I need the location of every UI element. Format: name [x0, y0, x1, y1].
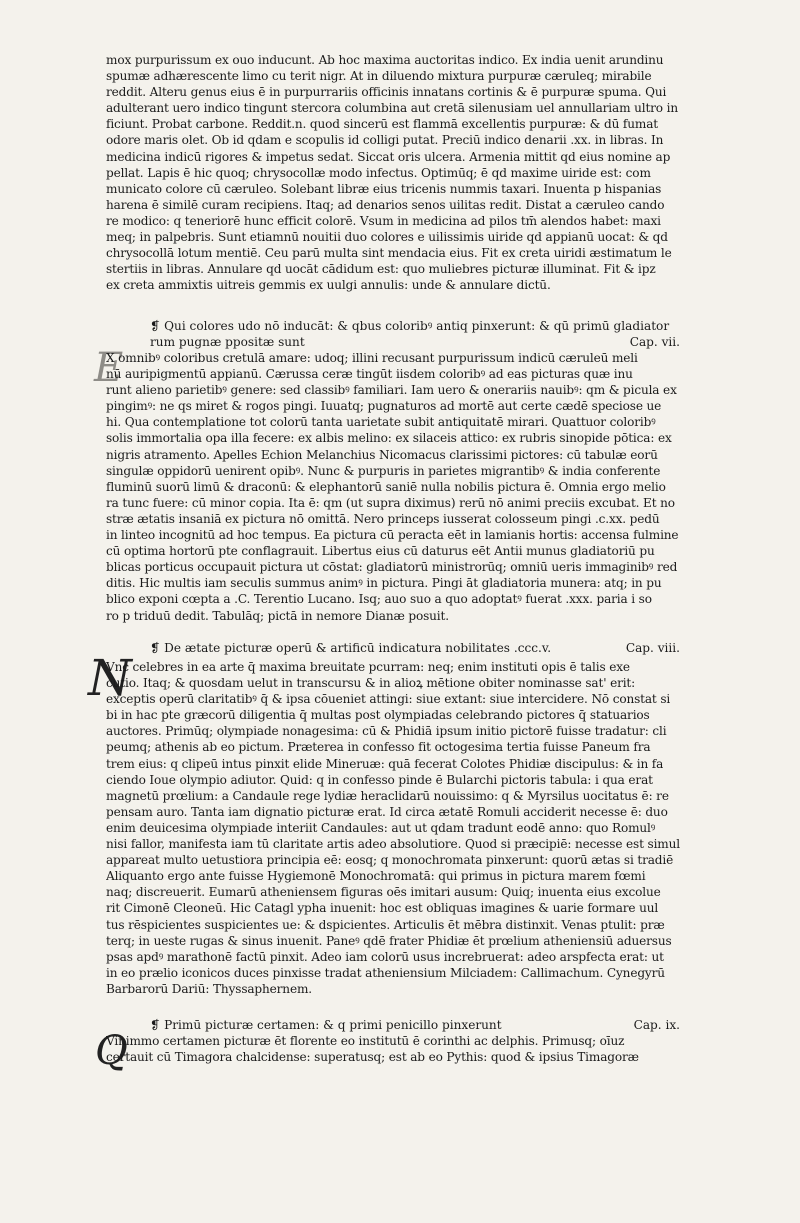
text-line: bi in hac pte græcorū diligentia q̄ multas post olympiadas celebrando pictores q̄ statuarios — [106, 708, 650, 723]
heading-line — [150, 318, 680, 334]
text-line: ciendo Ioue olympio adiutor. Quid: q in confesso pinde ē Bularchi pictoris tabula: i qua erat — [106, 772, 653, 787]
chapter-number: Cap. vii. — [629, 335, 680, 349]
text-line: Barbarorū Dariū: Thyssaphernem. — [106, 981, 312, 996]
initial-letter-q: Q — [95, 1028, 128, 1074]
text-line: cutio. Itaq; & quosdam uelut in transcursu & in alioꝝ mētione obiter nominasse sat' erit: — [106, 676, 636, 691]
text-line: Vinimmo certamen picturæ ēt florente eo institutū ē corinthi ac delphis. Primusq; oīuz — [106, 1034, 625, 1048]
heading-text: Primū picturæ certamen: & q primi penicillo pinxerunt — [164, 1018, 502, 1032]
text-line: runt alieno parietibꝰ genere: sed classibꝰ familiari. Iam uero & onerariis nauibꝰ: qm & picula ex — [106, 383, 677, 398]
text-line: cū optima hortorū pte conflagrauit. Libertus eius cū daturus eēt Antii munus gladiatoriū pu — [106, 544, 655, 559]
text-line: magnetū prœlium: a Candaule rege lydiæ heraclidarū nouissimo: q & Myrsilus uocitatus ē: re — [106, 788, 669, 803]
text-line: psas apdꝰ marathonē factū pinxit. Adeo iam colorū usus increbruerat: adeo arspfecta erat: ut — [106, 949, 664, 964]
text-line: pingimꝰ: ne qs miret & rogos pingi. Iuuatq; pugnaturos ad mortē aut certe cædē speciose ue — [106, 399, 662, 414]
text-line: ex creta ammixtis uitreis gemmis ex uulgi annulis: unde & annulare dictū. — [106, 278, 551, 293]
initial-letter-e: E — [94, 345, 124, 391]
text-line: reddit. Alteru genus eius ē in purpurrariis officinis innatans cortinis & ē purpuræ spuma. Qui — [106, 85, 667, 100]
text-line: re modico: q teneriorē hunc efficit colorē. Vsum in medicina ad pilos tm̄ alendos habet: maxi — [106, 213, 661, 228]
text-line: pensam auro. Tanta iam dignatio picturæ erat. Id circa ætatē Romuli acciderit necesse ē: duo — [106, 804, 668, 819]
text-line: nū auripigmentū appianū. Cærussa ceræ tingūt iisdem coloribꝰ ad eas picturas quæ inu — [106, 367, 633, 382]
text-block-4 — [106, 1033, 680, 1065]
text-line: in linteo incognitū ad hoc tempus. Ea pictura cū peracta eēt in lamianis hortis: accensa fulmine — [106, 528, 679, 543]
text-line: certauit cū Timagora chalcidense: superatusq; est ab eo Pythis: quod & ipsius Timagoræ — [106, 1050, 639, 1065]
text-line: spumæ adhærescente limo cu terit nigr. At in diluendo mixtura purpuræ cæruleq; mirabile — [106, 69, 652, 84]
chapter-heading-viii — [150, 640, 680, 656]
text-line: peumq; athenis ab eo pictum. Præterea in confesso fit octogesima tertia fuisse Paneum fra — [106, 740, 651, 755]
chapter-number: Cap. ix. — [633, 1018, 680, 1032]
text-block-3 — [106, 659, 680, 997]
text-line: naq; discreuerit. Eumarū atheniensem figuras oēs imitari ausum: Quiq; inuenta eius excolue — [106, 885, 661, 900]
text-line: nigris atramento. Apelles Echion Melanchius Nicomacus clarissimi pictores: cū tabulæ eorū — [106, 447, 658, 462]
text-block-2 — [106, 350, 680, 624]
text-line: enim deuicesima olympiade interiit Candaules: aut ut qdam tradunt eodē anno: quo Romulꝰ — [106, 820, 656, 835]
text-line: rit Cimonē Cleoneū. Hic Catagl ypha inuenit: hoc est obliquas imagines & uarie formare uul — [106, 901, 659, 916]
initial-letter-n: N — [88, 649, 132, 707]
text-line: blico exponi cœpta a .C. Terentio Lucano. Isq; auo suo a quo adoptatꝰ fuerat .xxx. paria i so — [106, 592, 652, 607]
text-line: pellat. Lapis ē hic quoq; chrysocollæ modo infectus. Optimūq; ē qd maxime uiride est: com — [106, 165, 651, 180]
heading-line — [150, 334, 680, 350]
text-line: Vnc celebres in ea arte q̄ maxima breuitate pcurram: neq; enim instituti opis ē talis exe — [106, 660, 630, 674]
heading-text: Qui colores udo nō inducāt: & qbus coloribꝰ antiq pinxerunt: & qū primū gladiator — [164, 319, 670, 333]
text-line: medicina indicū rigores & impetus sedat. Siccat oris ulcera. Armenia mittit qd eius nomine ap — [106, 149, 671, 164]
text-line: municato colore cū cæruleo. Solebant libræ eius tricenis nummis taxari. Inuenta p hispanias — [106, 181, 662, 196]
chapter-heading-vii — [150, 318, 680, 350]
text-line: trem eius: q clipeū intus pinxit elide Mineruæ: quā fecerat Colotes Phidiæ discipulus: & in fa — [106, 756, 664, 771]
text-line: singulæ oppidorū uenirent opibꝰ. Nunc & purpuris in parietes migrantibꝰ & india conferente — [106, 463, 661, 478]
text-line: adulterant uero indico tingunt stercora columbina aut cretā silenusiam uel annullariam ultro in — [106, 101, 678, 116]
text-line: terq; in ueste rugas & sinus inuenit. Paneꝰ qdē frater Phidiæ ēt prœlium atheniensiū aduersus — [106, 933, 672, 948]
heading-text: rum pugnæ ppositæ sunt — [150, 335, 305, 350]
text-line: blicas porticus occupauit pictura ut cōstat: gladiatorū ministrorūq; omniū ueris immaginibꝰ red — [106, 560, 678, 575]
text-line: chrysocollā lotum mentiē. Ceu parū multa sint mendacia eius. Fit ex creta uiridi æstimatum le — [106, 246, 672, 261]
text-line: in eo prælio iconicos duces pinxisse tradat atheniensium Milciadem: Callimachum. Cynegyrū — [106, 965, 665, 980]
text-line: auctores. Primūq; olympiade nonagesima: cū & Phidiā ipsum initio pictorē fuisse tradatur: cli — [106, 724, 667, 739]
text-line: nisi fallor, manifesta iam tū claritate artis adeo absolutiore. Quod si præcipiē: necesse est simul — [106, 837, 680, 852]
text-line: odore maris olet. Ob id qdam e scopulis id colligi putat. Preciū indico denarii .xx. in libras. In — [106, 133, 664, 148]
heading-text: De ætate picturæ operū & artificū indicatura nobilitates .ccc.v. — [164, 641, 552, 655]
chapter-number: Cap. viii. — [625, 641, 680, 655]
text-line: exceptis operū claritatibꝰ q̄ & ipsa cōueniet attingi: siue extant: siue intercidere. Nō constat si — [106, 692, 671, 707]
text-line: fluminū suorū limū & draconū: & elephantorū saniē nulla nobilis pictura ē. Omnia ergo melio — [106, 479, 666, 494]
paragraph-mark: ❡ — [150, 1018, 161, 1032]
heading-line — [150, 640, 680, 656]
text-line: hi. Qua contemplatione tot colorū tanta uarietate subit antiquitatē mirari. Quattuor coloribꝰ — [106, 415, 656, 430]
text-line: appareat multo uetustiora principia eē: eosq; q monochromata pinxerunt: quorū ætas si tradiē — [106, 853, 674, 868]
text-line: ra tunc fuere: cū minor copia. Ita ē: qm (ut supra diximus) rerū nō animi preciis excubat. Et no — [106, 495, 675, 510]
text-line: ro p triduū dedit. Tabulāq; pictā in nemore Dianæ posuit. — [106, 608, 449, 623]
text-line: solis immortalia opa illa fecere: ex albis melino: ex silaceis attico: ex rubris sinopide pōtica: ex — [106, 431, 672, 446]
text-line: X omnibꝰ coloribus cretulā amare: udoq; illini recusant purpurissum indicū cæruleū meli — [106, 351, 638, 365]
chapter-heading-ix — [150, 1017, 680, 1033]
paragraph-mark: ❡ — [150, 319, 161, 333]
text-line: ficiunt. Probat carbone. Reddit.n. quod sincerū est flammā excellentis purpuræ: & dū fumat — [106, 117, 658, 132]
text-line: Aliquanto ergo ante fuisse Hygiemonē Monochromatā: qui primus in pictura marem fœmi — [106, 869, 646, 884]
text-line: stræ ætatis insaniā ex pictura nō omittā. Nero princeps iusserat colosseum pingi .c.xx. pedū — [106, 511, 660, 526]
text-line: harena ē similē curam recipiens. Itaq; ad denarios senos uilitas redit. Distat a cæruleo cando — [106, 197, 665, 212]
text-line: ditis. Hic multis iam seculis summus animꝰ in pictura. Pingi āt gladiatoria munera: atq; in pu — [106, 576, 662, 591]
text-block-1 — [106, 52, 680, 293]
heading-line — [150, 1017, 680, 1033]
text-line: tus rēspicientes suspicientes ue: & dspicientes. Articulis ēt mēbra distinxit. Venas ptulit: præ — [106, 917, 665, 932]
text-line: mox purpurissum ex ouo inducunt. Ab hoc maxima auctoritas indico. Ex india uenit arundinu — [106, 53, 664, 67]
paragraph-mark: ❡ — [150, 641, 161, 655]
text-line: stertiis in libras. Annulare qd uocāt cādidum est: quo muliebres picturæ illuminat. Fit & ipz — [106, 262, 656, 277]
text-line: meq; in palpebris. Sunt etiamnū nouitii duo colores e uilissimis uiride qd appianū uocat: & qd — [106, 230, 668, 245]
